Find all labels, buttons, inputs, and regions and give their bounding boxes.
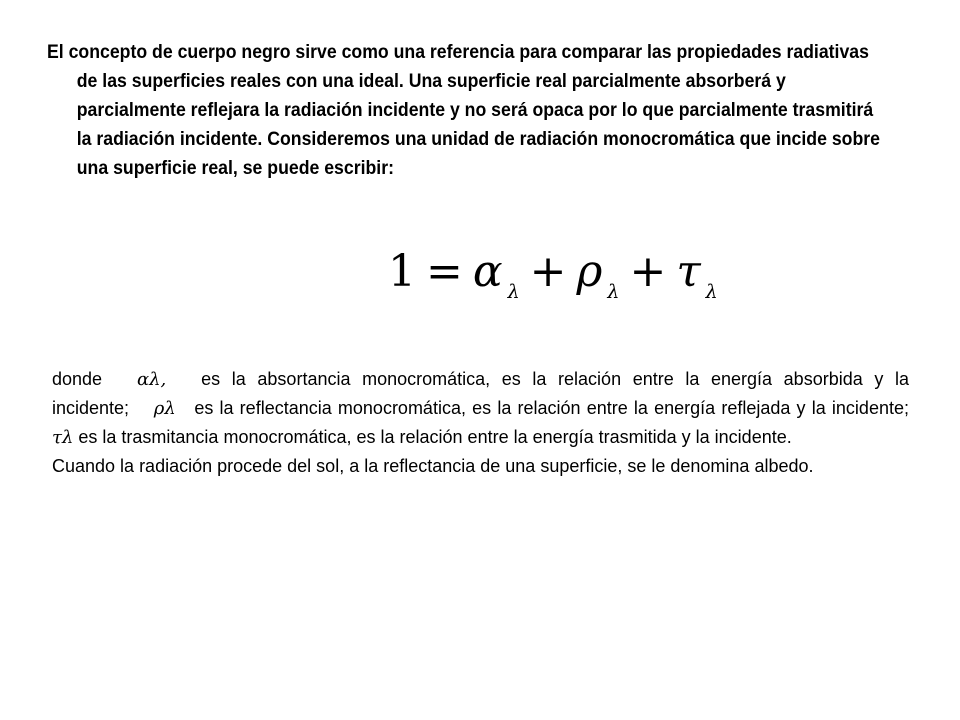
transmittance-definition: es la trasmitancia monocromática, es la relación entre la energía trasmitida y la incidente.	[78, 427, 792, 447]
intro-paragraph: El concepto de cuerpo negro sirve como una referencia para comparar las propiedades radiativas de las superficies reales con una ideal. Una superficie real parcialmente absorberá y parcialmente reflejara la radiación incidente y no será opaca por lo que parcialmente trasmitirá la radiación incidente. Consideremos una unidad de radiación monocromática que incide sobre una superficie real, se puede escribir:	[47, 42, 880, 179]
tau-lambda-symbol: τλ	[52, 427, 74, 448]
equation-rho: ρ	[576, 246, 603, 297]
rho-lambda-symbol: ρλ	[153, 398, 176, 419]
radiation-balance-equation	[388, 242, 718, 322]
equation-plus-1: +	[529, 246, 567, 297]
equation-one: 1	[388, 246, 416, 297]
absorptance-definition: es la absortancia monocromática, es la relación entre la energía absorbida y la incidente;	[52, 369, 909, 418]
equation-alpha-subscript: λ	[507, 281, 520, 303]
definitions-paragraph	[52, 365, 909, 452]
equation-equals: =	[426, 246, 463, 297]
alpha-lambda-symbol: αλ,	[136, 369, 167, 390]
equation-tau-subscript: λ	[705, 281, 718, 303]
reflectance-definition: es la reflectancia monocromática, es la relación entre la energía reflejada y la incidente;	[194, 398, 909, 418]
equation-alpha: α	[472, 246, 503, 297]
equation-rho-subscript: λ	[607, 281, 620, 303]
body-text	[52, 365, 909, 481]
albedo-paragraph: Cuando la radiación procede del sol, a la reflectancia de una superficie, se le denomina albedo.	[52, 456, 814, 476]
equation-plus-2: +	[629, 246, 667, 297]
word-donde: donde	[52, 369, 103, 389]
equation-tau: τ	[676, 246, 701, 297]
